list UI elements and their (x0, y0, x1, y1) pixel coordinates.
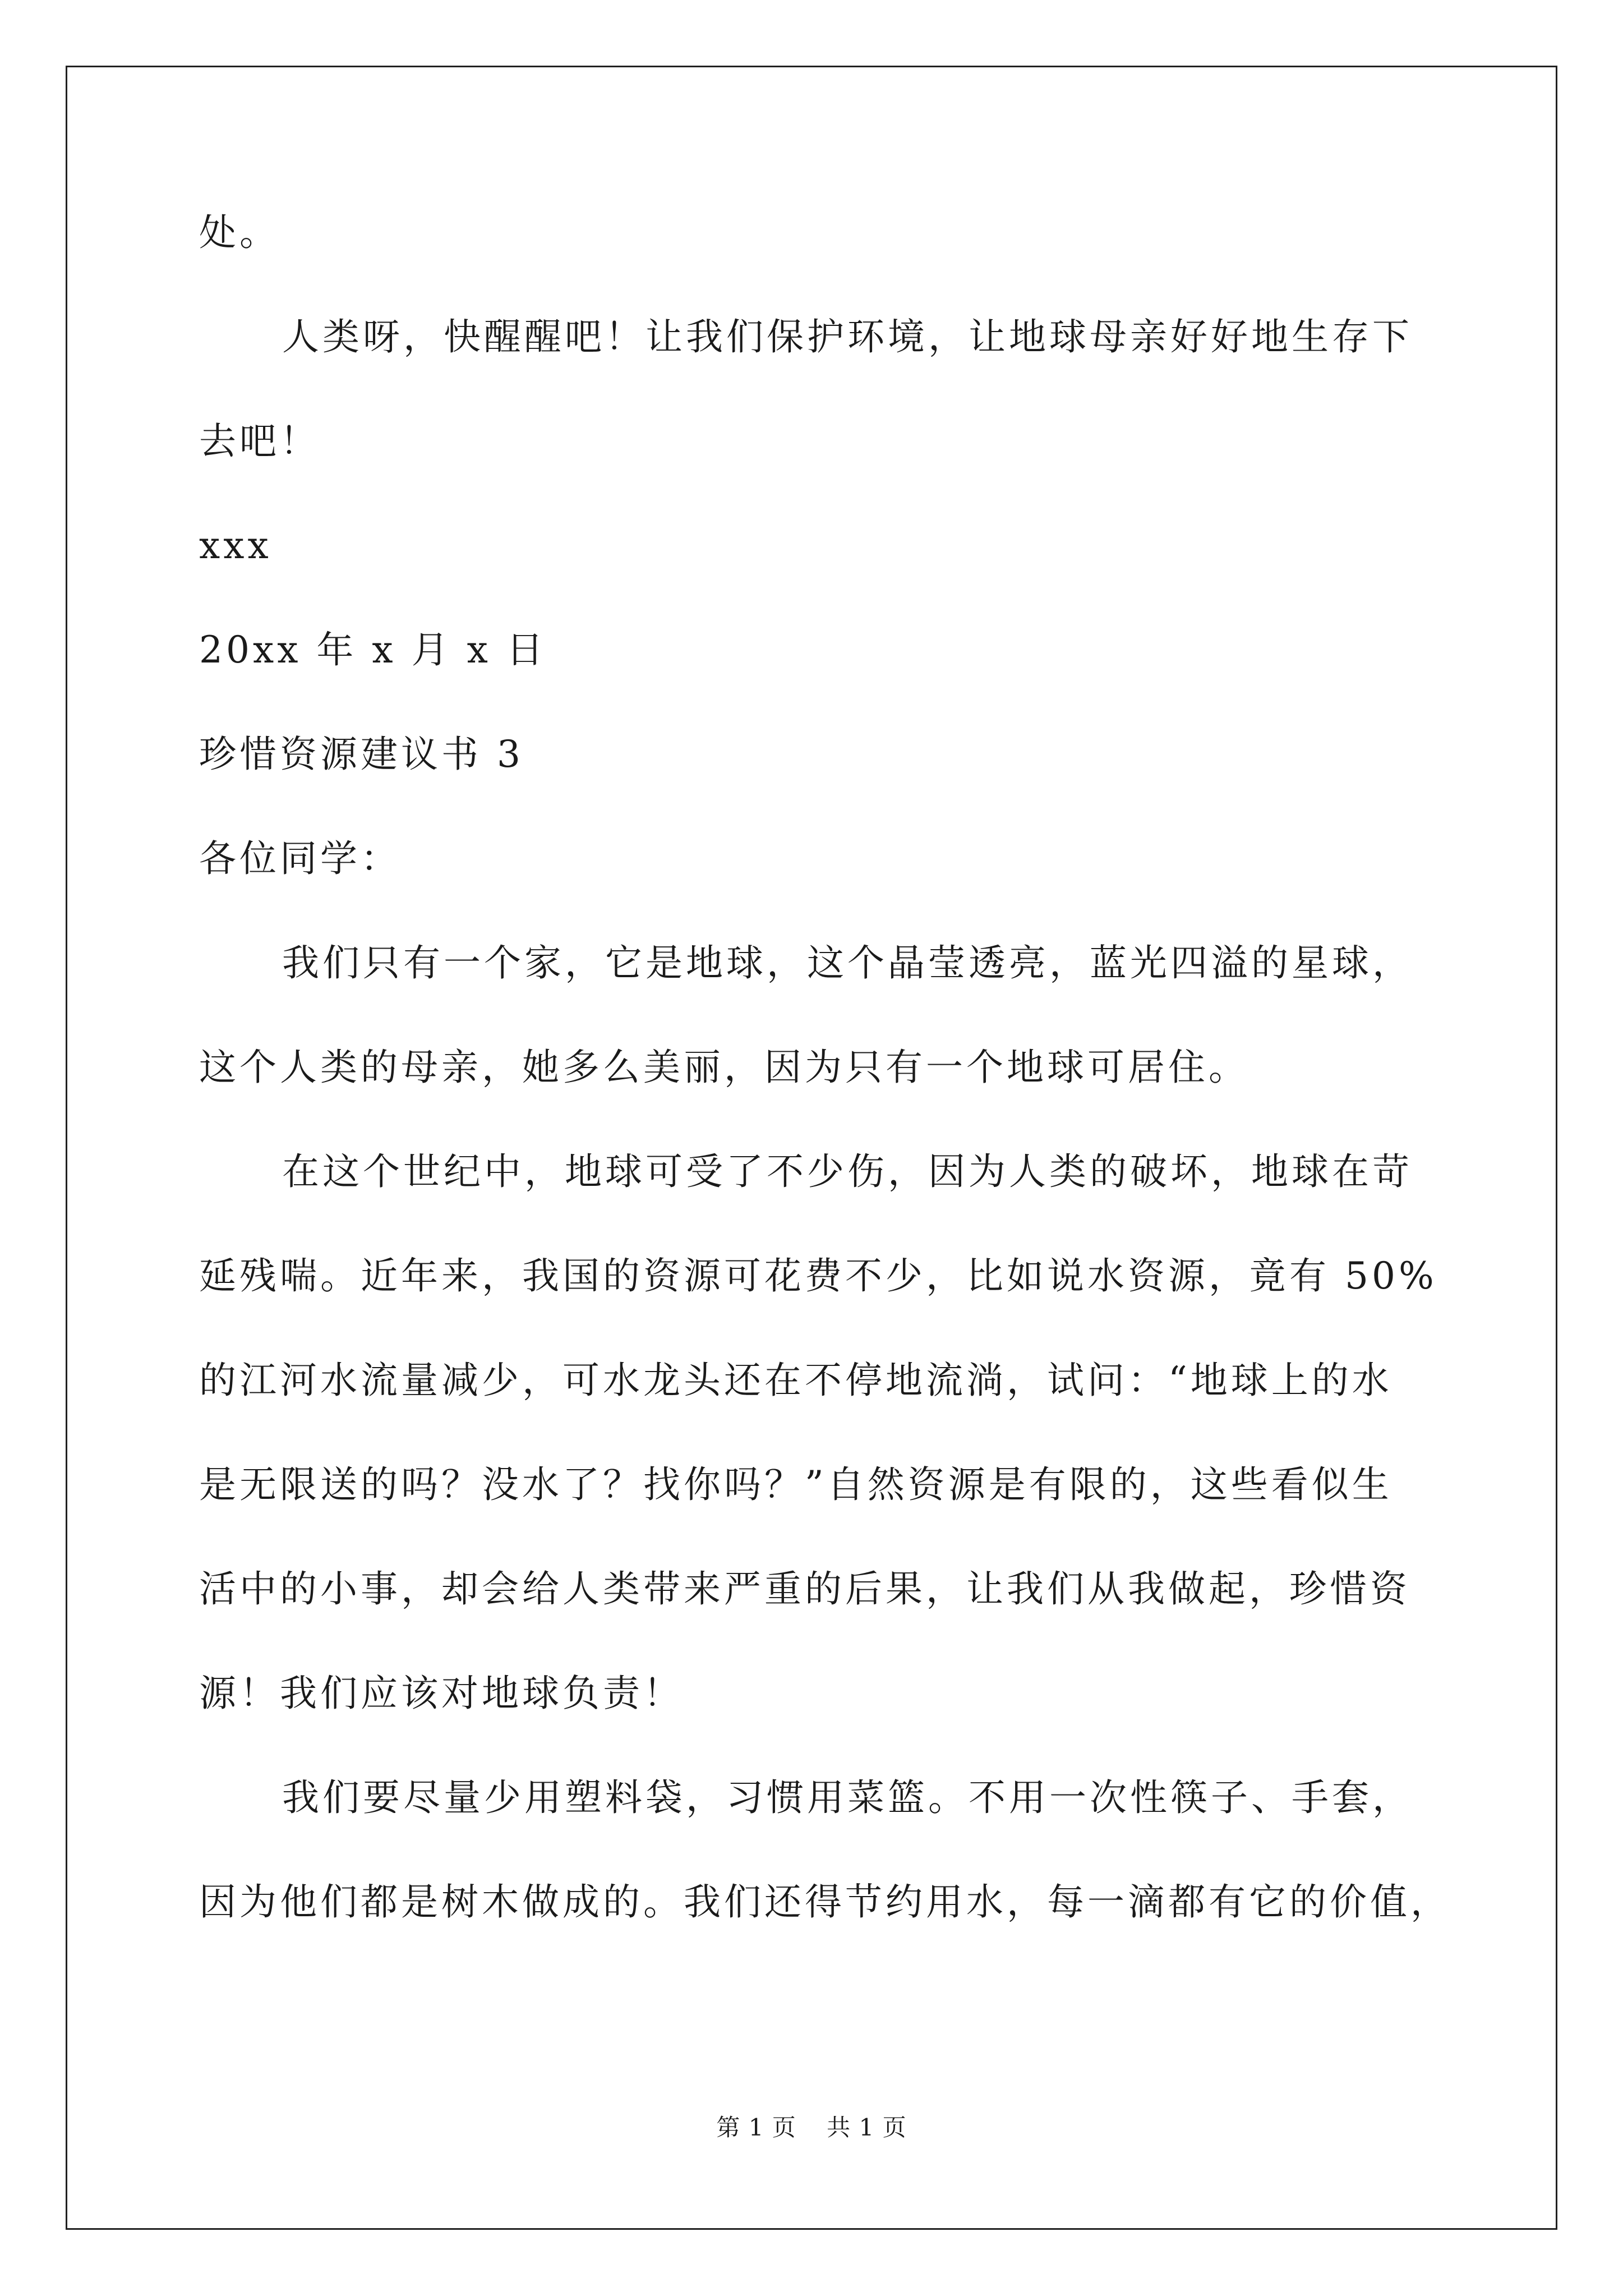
text-line: 在这个世纪中，地球可受了不少伤，因为人类的破坏，地球在苛 (282, 1150, 1413, 1193)
text-line: 去吧！ (199, 420, 320, 463)
page-number: 第 1 页 (716, 2114, 796, 2141)
page-footer (0, 2114, 1623, 2142)
text-line: 延残喘。近年来，我国的资源可花费不少，比如说水资源，竟有 50% (199, 1254, 1437, 1297)
signature-date: 20xx 年 x 月 x 日 (199, 628, 547, 671)
text-line: 我们只有一个家，它是地球，这个晶莹透亮，蓝光四溢的星球， (282, 941, 1413, 984)
text-line: 因为他们都是树木做成的。我们还得节约用水，每一滴都有它的价值， (199, 1880, 1451, 1924)
text-line: 是无限送的吗？没水了？找你吗？”自然资源是有限的，这些看似生 (199, 1463, 1393, 1506)
text-line: 源！我们应该对地球负责！ (199, 1672, 684, 1715)
text-line: 活中的小事，却会给人类带来严重的后果，让我们从我做起，珍惜资 (199, 1567, 1410, 1611)
page-total: 共 1 页 (827, 2114, 907, 2141)
text-line: 我们要尽量少用塑料袋，习惯用菜篮。不用一次性筷子、手套， (282, 1776, 1413, 1819)
text-line: 这个人类的母亲，她多么美丽，因为只有一个地球可居住。 (199, 1046, 1249, 1089)
section-title: 珍惜资源建议书 3 (199, 733, 524, 776)
text-line: 人类呀，快醒醒吧！让我们保护环境，让地球母亲好好地生存下 (282, 315, 1413, 358)
text-line: 处。 (199, 211, 280, 254)
salutation: 各位同学： (199, 837, 401, 880)
text-line: 的江河水流量减少，可水龙头还在不停地流淌，试问：“地球上的水 (199, 1359, 1393, 1402)
signature-name: xxx (199, 524, 272, 567)
